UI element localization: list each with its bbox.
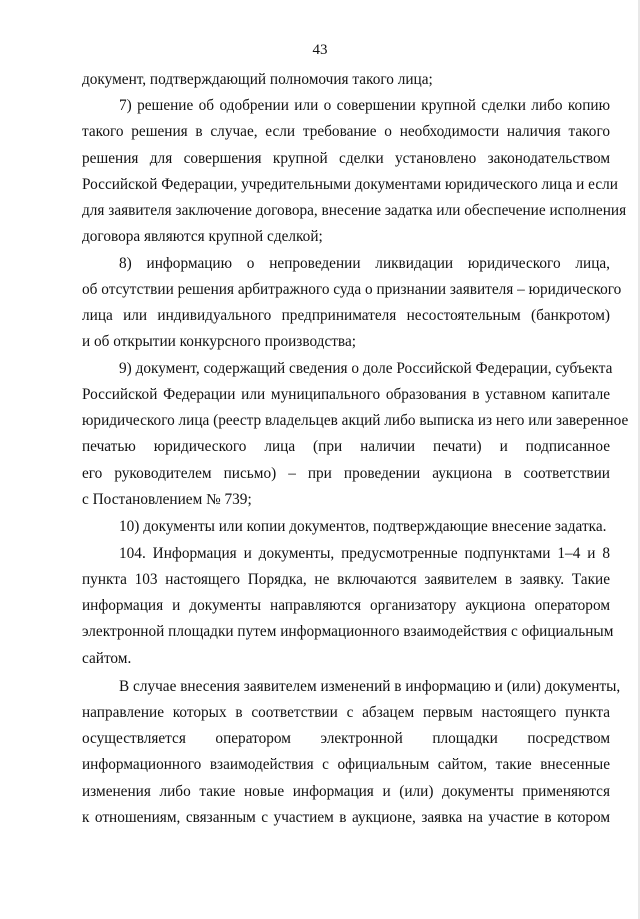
paragraph-first-line: 9) документ, содержащий сведения о доле Российской Федерации, субъекта	[119, 360, 613, 377]
text-line: его руководителем письмо) – при проведении аукциона в соответствии	[82, 465, 610, 482]
text-line: сайтом.	[82, 650, 132, 667]
page-number: 43	[312, 42, 328, 58]
text-line: направление которых в соответствии с абзацем первым настоящего пункта	[82, 704, 610, 721]
text-line: с Постановлением № 739;	[82, 491, 252, 508]
paragraph-first-line: 8) информацию о непроведении ликвидации юридического лица,	[119, 255, 610, 272]
text-line: для заявителя заключение договора, внесение задатка или обеспечение исполнения	[82, 202, 627, 219]
paragraph-first-line: В случае внесения заявителем изменений в информацию и (или) документы,	[119, 678, 621, 695]
text-line: электронной площадки путем информационного взаимодействия с официальным	[82, 623, 614, 640]
text-line: лица или индивидуального предпринимателя несостоятельным (банкротом)	[82, 307, 610, 324]
text-line: пункта 103 настоящего Порядка, не включаются заявителем в заявку. Такие	[82, 571, 610, 588]
text-line: осуществляется оператором электронной площадки посредством	[82, 730, 610, 747]
text-line: Российской Федерации или муниципального образования в уставном капитале	[82, 386, 610, 403]
text-line: об отсутствии решения арбитражного суда о признании заявителя – юридического	[82, 281, 622, 298]
text-line: документ, подтверждающий полномочия такого лица;	[82, 71, 433, 88]
paragraph-first-line: 104. Информация и документы, предусмотренные подпунктами 1–4 и 8	[119, 545, 610, 562]
text-line: Российской Федерации, учредительными документами юридического лица и если	[82, 176, 618, 193]
paragraph-first-line: 10) документы или копии документов, подтверждающие внесение задатка.	[119, 518, 607, 535]
text-line: договора являются крупной сделкой;	[82, 228, 323, 245]
text-line: изменения либо такие новые информация и (или) документы применяются	[82, 783, 610, 800]
text-line: юридического лица (реестр владельцев акций либо выписка из него или заверенное	[82, 412, 629, 429]
text-line: решения для совершения крупной сделки установлено законодательством	[82, 150, 610, 167]
text-line: печатью юридического лица (при наличии печати) и подписанное	[82, 438, 610, 455]
text-line: информационного взаимодействия с официальным сайтом, такие внесенные	[82, 756, 610, 773]
paragraph-first-line: 7) решение об одобрении или о совершении крупной сделки либо копию	[119, 97, 610, 114]
text-line: к отношениям, связанным с участием в аукционе, заявка на участие в котором	[82, 809, 610, 826]
text-line: и об открытии конкурсного производства;	[82, 333, 356, 350]
text-line: информация и документы направляются организатору аукциона оператором	[82, 597, 610, 614]
text-line: такого решения в случае, если требование о необходимости наличия такого	[82, 123, 610, 140]
